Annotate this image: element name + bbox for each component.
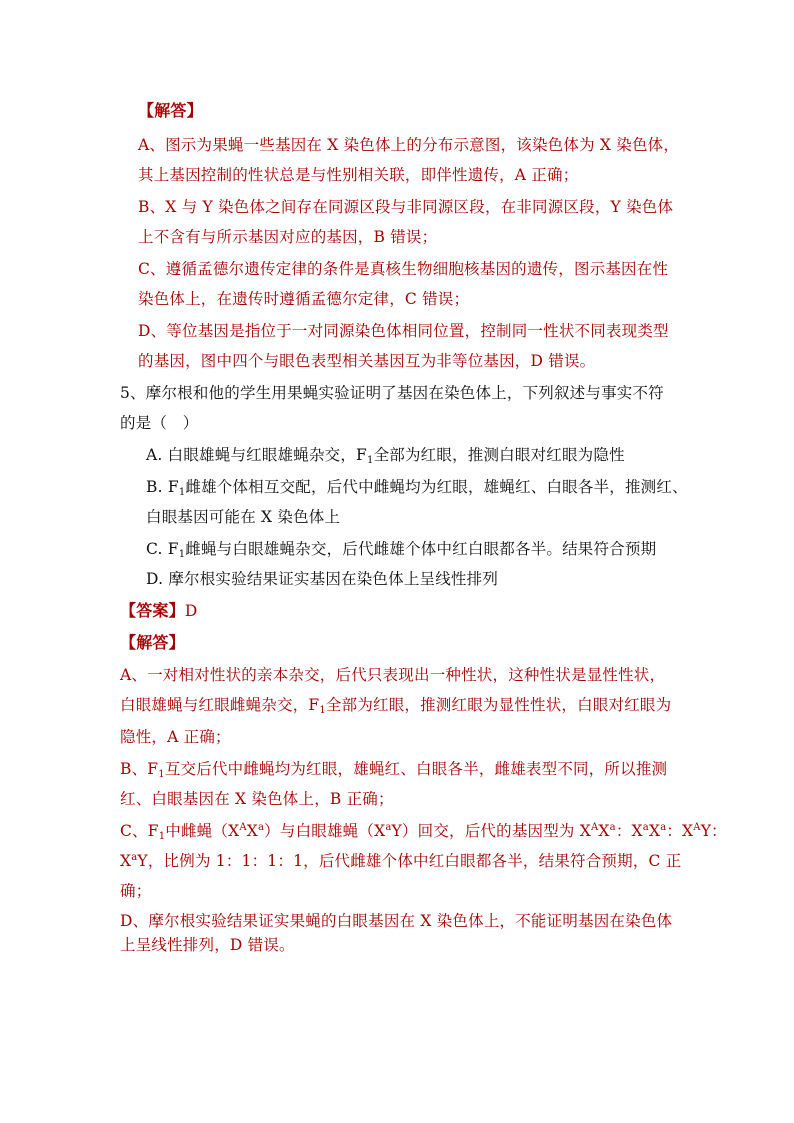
section2-b-line1: B、$F_1$互交后代中雌蝇均为红眼，雄蝇红、白眼各半，雌雄表型不同，所以推测 (120, 760, 668, 780)
question5-stem-line2: 的是（ ） (120, 414, 199, 432)
option-d: D. 摩尔根实验结果证实基因在染色体上呈线性排列 (146, 570, 499, 588)
section2-b-line2: 红、白眼基因在 X 染色体上，B 正确； (120, 790, 394, 808)
section2-a-line1: A、一对相对性状的亲本杂交，后代只表现出一种性状，这种性状是显性性状， (120, 666, 666, 684)
option-b: B. $F_1$雌雄个体相互交配，后代中雌蝇均为红眼，雄蝇红、白眼各半，推测红、 (146, 478, 688, 498)
section1-a-line1: A、图示为果蝇一些基因在 X 染色体上的分布示意图，该染色体为 X 染色体， (138, 136, 680, 154)
section2-a-line2: 白眼雄蝇与红眼雌蝇杂交，$F_1$全部为红眼，推测红眼为显性性状，白眼对红眼为 (120, 696, 672, 716)
section2-c-line3: 确； (120, 882, 152, 900)
section1-b-line1: B、X 与 Y 染色体之间存在同源区段与非同源区段，在非同源区段，Y 染色体 (138, 198, 674, 216)
question5-stem-line1: 5、摩尔根和他的学生用果蝇实验证明了基因在染色体上，下列叙述与事实不符 (120, 384, 664, 402)
section1-b-line2: 上不含有与所示基因对应的基因，B 错误； (138, 228, 438, 246)
section2-header: 【解答】 (120, 633, 185, 652)
answer-line (120, 601, 197, 621)
section1-a-line2: 其上基因控制的性状总是与性别相关联，即伴性遗传，A 正确； (138, 166, 579, 184)
option-c: C. $F_1$雌蝇与白眼雄蝇杂交，后代雌雄个体中红白眼都各半。结果符合预期 (146, 540, 657, 560)
section2-c-line1: C、$F_1$中雌蝇$(X^AX^a)$与白眼雄蝇$(X^aY)$回交，后代的基因型为 $X^AX^a$：$X^aX^a$：$X^AY$： (120, 822, 727, 842)
answer-value: D (184, 602, 198, 620)
section2-c-line2: $X^aY$，比例为 1：1：1：1，后代雌雄个体中红白眼都各半，结果符合预期，C 正 (120, 852, 682, 870)
option-b-line2: 白眼基因可能在 X 染色体上 (146, 508, 341, 526)
section2-d-line2: 上呈线性排列，D 错误。 (120, 936, 295, 954)
option-a: A. 白眼雄蝇与红眼雄蝇杂交，$F_1$全部为红眼，推测白眼对红眼为隐性 (146, 446, 625, 466)
section1-c-line2: 染色体上，在遗传时遵循孟德尔定律，C 错误； (138, 290, 470, 308)
section1-c-line1: C、遵循孟德尔遗传定律的条件是真核生物细胞核基因的遗传，图示基因在性 (138, 260, 669, 278)
section1-d-line2: 的基因，图中四个与眼色表型相关基因互为非等位基因，D 错误。 (138, 352, 596, 370)
section1-d-line1: D、等位基因是指位于一对同源染色体相同位置，控制同一性状不同表现类型 (138, 322, 669, 340)
section2-a-line3: 隐性，A 正确； (120, 728, 231, 746)
answer-label: 【答案】 (120, 601, 185, 620)
section2-d-line1: D、摩尔根实验结果证实果蝇的白眼基因在 X 染色体上，不能证明基因在染色体 (120, 912, 673, 930)
section1-header: 【解答】 (138, 101, 203, 120)
